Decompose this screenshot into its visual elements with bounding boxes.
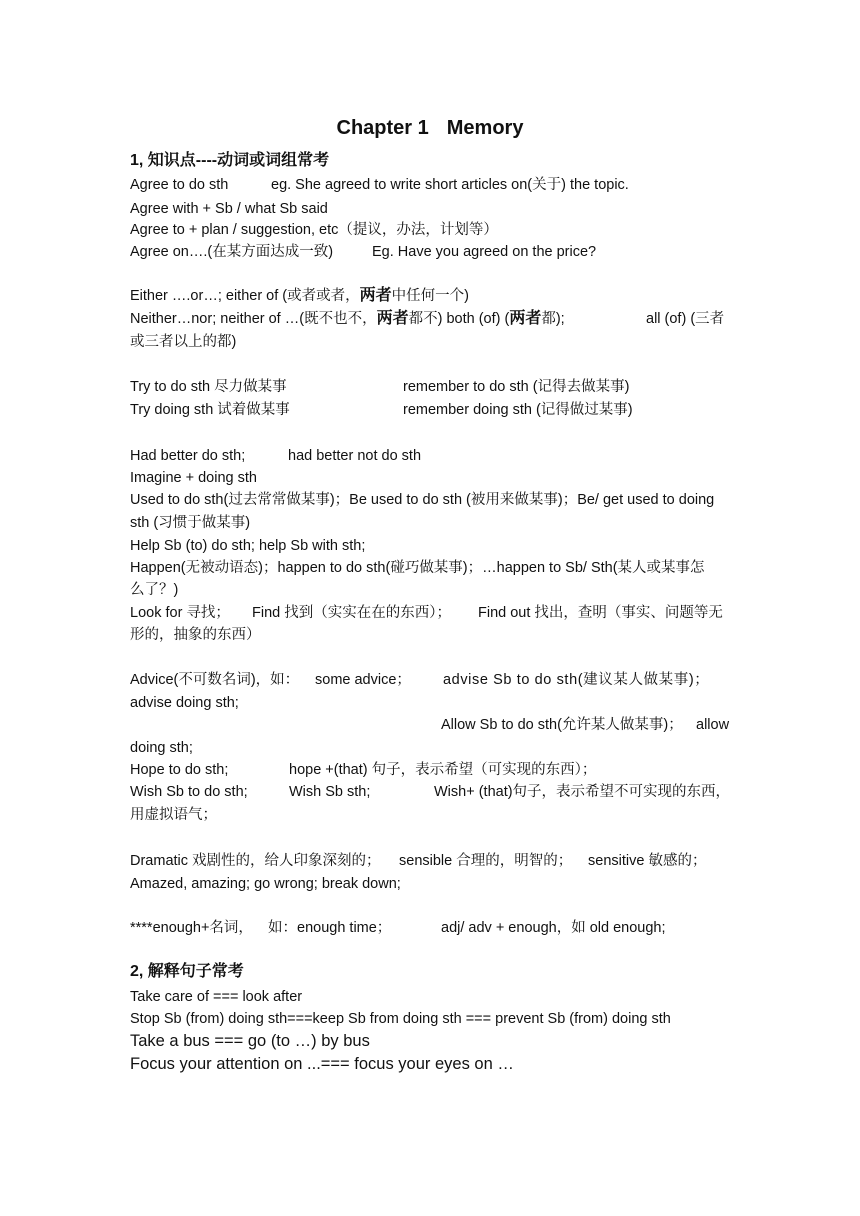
neither-both-emph: 两者: [376, 310, 409, 327]
title-topic: Memory: [446, 117, 524, 139]
look-line-1: [130, 603, 230, 623]
hope-line: Hope to do sth;: [130, 762, 229, 778]
used-line-2: sth (习惯于做某事): [130, 515, 251, 531]
allow-text: Allow Sb to do sth(允许某人做某事)；: [441, 717, 683, 733]
try-line-2: Try doing sth 试着做某事: [130, 402, 290, 418]
look-line-2: 形的，抽象的东西）: [130, 627, 261, 643]
agree-line-4: Agree on….(在某方面达成一致): [130, 244, 334, 260]
take-bus-line: Take a bus === go (to …) by bus: [130, 1032, 370, 1050]
agree-4-example: Eg. Have you agreed on the price?: [372, 244, 597, 260]
section-2-heading: 2, 解释句子常考: [130, 963, 244, 980]
take-care-line: Take care of === look after: [130, 989, 303, 1005]
look-for-text: Look for 寻找；: [130, 605, 230, 621]
try-line-1: Try to do sth 尽力做某事: [130, 379, 287, 395]
all-of-text: all (of) (三者: [646, 311, 725, 327]
advise-sb-text: advise Sb to do sth(建议某人做某事)；: [443, 672, 710, 688]
imagine-line: Imagine + doing sth: [130, 470, 257, 486]
either-text-c: 中任何一个): [391, 288, 469, 304]
either-both-emph: 两者: [359, 287, 392, 304]
happen-line-1: Happen(无被动语态)；happen to do sth(碰巧做某事)；…happen to Sb/ Sth(某人或某事怎: [130, 560, 705, 576]
wish-that-text: Wish+ (that)句子，表示希望不可实现的东西，: [434, 784, 731, 800]
enough-line: ****enough+名词，: [130, 920, 253, 936]
neither-text-c: 都不) both (of) (: [408, 311, 510, 327]
stop-sb-line: Stop Sb (from) doing sth===keep Sb from doing sth === prevent Sb (from) doing sth: [130, 1011, 671, 1027]
wish-line: Wish Sb to do sth;: [130, 784, 248, 800]
adj-enough-text: adj/ adv + enough，如 old enough;: [441, 920, 666, 936]
find-out-text: Find out 找出，查明（事实、问题等无: [478, 605, 723, 621]
neither-line-cont: 或三者以上的都): [130, 334, 237, 350]
remember-line-1: remember to do sth (记得去做某事): [403, 379, 630, 395]
help-line: Help Sb (to) do sth; help Sb with sth;: [130, 538, 366, 554]
agree-1-phrase: Agree to do sth: [130, 177, 229, 193]
hope-that-text: hope +(that) 句子，表示希望（可实现的东西）；: [289, 762, 597, 778]
both-text-e: 都);: [541, 311, 565, 327]
used-line-1: Used to do sth(过去常常做某事)；Be used to do sth (被用来做某事)；Be/ get used to doing: [130, 492, 715, 508]
both-emph: 两者: [509, 310, 542, 327]
advice-line-2: advise doing sth;: [130, 695, 239, 711]
had-better-line: Had better do sth;: [130, 448, 246, 464]
wish-sb-sth: Wish Sb sth;: [289, 784, 371, 800]
allow-text-2: allow: [696, 717, 730, 733]
either-line-1: [130, 286, 469, 306]
had-better-not: had better not do sth: [288, 448, 422, 464]
agree-line-2: Agree with + Sb / what Sb said: [130, 201, 328, 217]
neither-line: [130, 309, 565, 329]
sensitive-text: sensitive 敏感的；: [588, 853, 707, 869]
agree-1-example: eg. She agreed to write short articles on(关于) the topic.: [271, 177, 629, 193]
page-title: [0, 115, 860, 141]
either-text-a: Either ….or…; either of (或者或者，: [130, 288, 360, 304]
focus-line: Focus your attention on ...=== focus your eyes on …: [130, 1055, 514, 1073]
find-text: Find 找到（实实在在的东西）；: [252, 605, 451, 621]
remember-line-2: remember doing sth (记得做过某事): [403, 402, 633, 418]
happen-line-2: 么了？): [130, 582, 179, 598]
agree-line-1: [130, 175, 228, 195]
title-chapter: Chapter 1: [336, 117, 429, 139]
enough-time-text: 如：enough time；: [268, 920, 392, 936]
allow-line-cont: doing sth;: [130, 740, 193, 756]
amazed-line: Amazed, amazing; go wrong; break down;: [130, 876, 401, 892]
sensible-text: sensible 合理的，明智的；: [399, 853, 573, 869]
dramatic-line: Dramatic 戏剧性的，给人印象深刻的；: [130, 853, 381, 869]
agree-line-3: Agree to + plan / suggestion, etc（提议，办法，计划等）: [130, 222, 498, 238]
section-1-heading: 1, 知识点----动词或词组常考: [130, 152, 330, 169]
advice-line-1: Advice(不可数名词)，如：: [130, 672, 300, 688]
neither-text-a: Neither…nor; neither of …(既不也不，: [130, 311, 377, 327]
wish-line-cont: 用虚拟语气；: [130, 807, 217, 823]
some-advice-text: some advice；: [315, 672, 411, 688]
